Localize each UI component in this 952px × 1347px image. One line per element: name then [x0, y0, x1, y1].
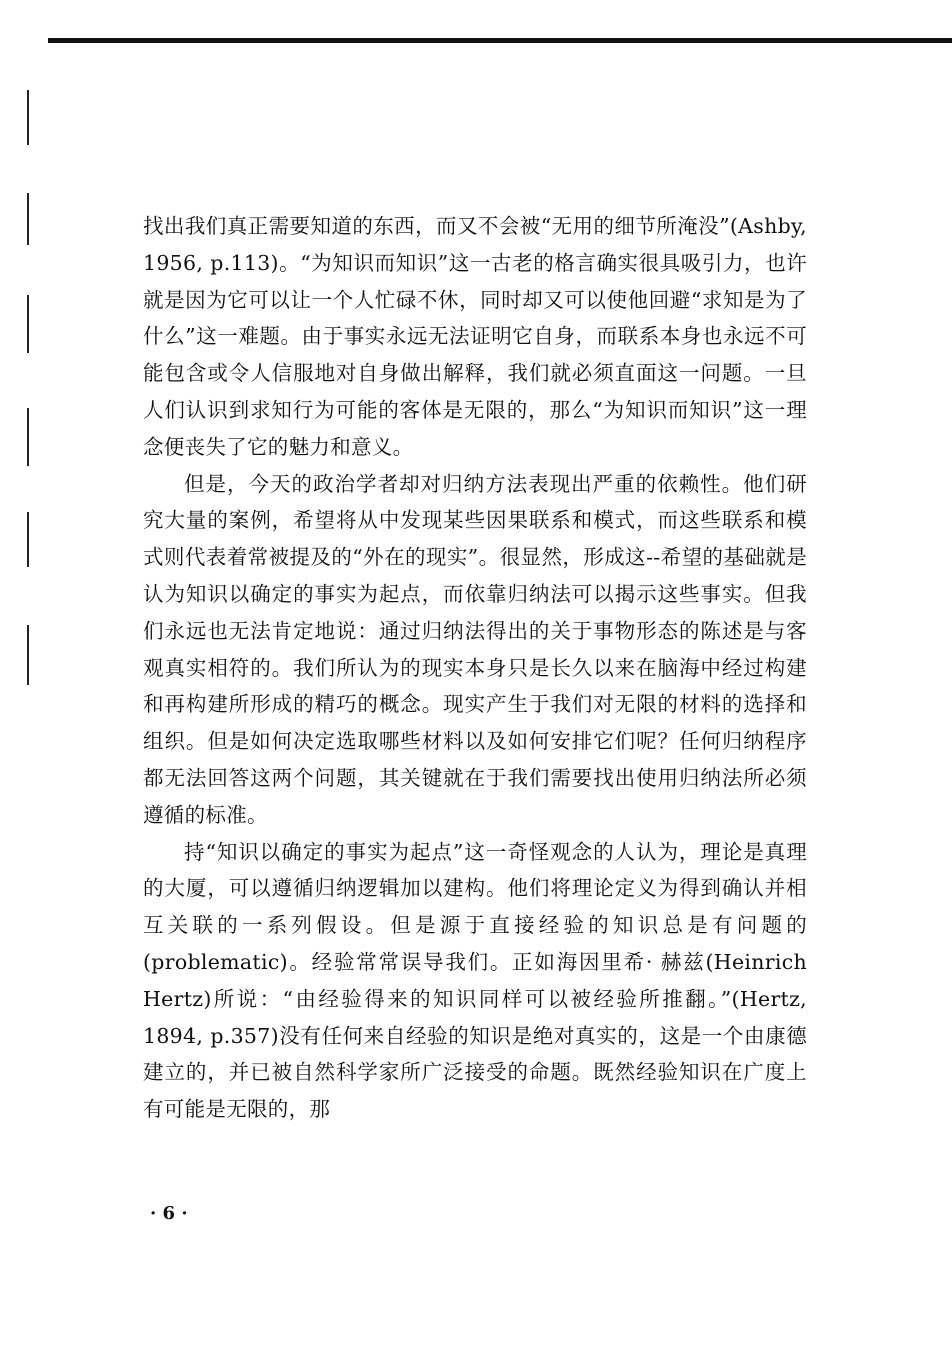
margin-mark: [27, 193, 29, 245]
margin-mark: [27, 512, 29, 567]
margin-mark: [27, 90, 29, 145]
body-text: [143, 208, 807, 1128]
paragraph: 但是，今天的政治学者却对归纳方法表现出严重的依赖性。他们研究大量的案例，希望将从中发现某些因果联系和模式，而这些联系和模式则代表着常被提及的“外在的现实”。很显然，形成这--希望的基础就是认为知识以确定的事实为起点，而依靠归纳法可以揭示这些事实。但我们永远也无法肯定地说：通过归纳法得出的关于事物形态的陈述是与客观真实相符的。我们所认为的现实本身只是长久以来在脑海中经过构建和再构建所形成的精巧的概念。现实产生于我们对无限的材料的选择和组织。但是如何决定选取哪些材料以及如何安排它们呢？任何归纳程序都无法回答这两个问题，其关键就在于我们需要找出使用归纳法所必须遵循的标准。: [143, 471, 807, 827]
margin-mark: [27, 625, 29, 685]
header-rule: [48, 38, 952, 43]
margin-mark: [27, 295, 29, 353]
paragraph: 找出我们真正需要知道的东西，而又不会被“无用的细节所淹没”(Ashby, 1956, p.113)。“为知识而知识”这一古老的格言确实很具吸引力，也许就是因为它可以让一个人忙碌不休，同时却又可以使他回避“求知是为了什么”这一难题。由于事实永远无法证明它自身，而联系本身也永远不可能包含或令人信服地对自身做出解释，我们就必须直面这一问题。一旦人们认识到求知行为可能的客体是无限的，那么“为知识而知识”这一理念便丧失了它的魅力和意义。: [143, 214, 807, 459]
page-number: · 6 ·: [150, 1203, 188, 1224]
paragraph: 持“知识以确定的事实为起点”这一奇怪观念的人认为，理论是真理的大厦，可以遵循归纳逻辑加以建构。他们将理论定义为得到确认并相互关联的一系列假设。但是源于直接经验的知识总是有问题的(problematic)。经验常常误导我们。正如海因里希· 赫兹(Heinrich Hertz)所说：“由经验得来的知识同样可以被经验所推翻。”(Hertz, 1894, p.357)没有任何来自经验的知识是绝对真实的，这是一个由康德建立的，并已被自然科学家所广泛接受的命题。既然经验知识在广度上有可能是无限的，那: [143, 839, 807, 1122]
margin-mark: [27, 408, 29, 466]
